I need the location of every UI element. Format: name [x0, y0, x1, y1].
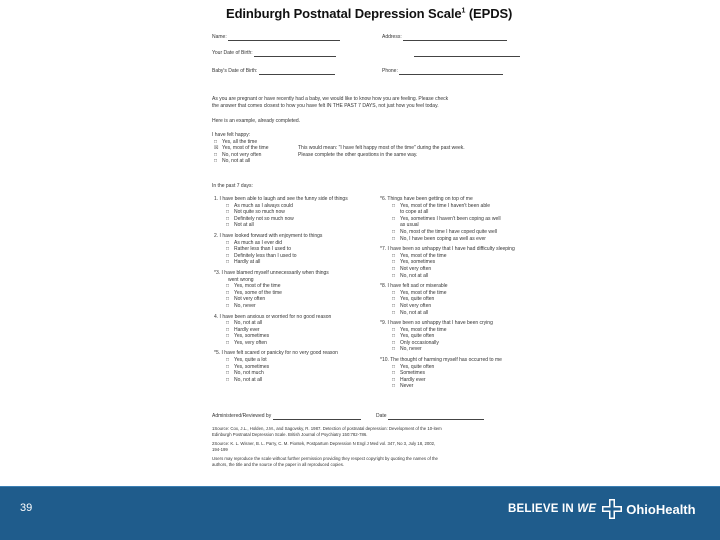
example-option: □ No, not at all — [212, 158, 269, 165]
answer-option: □ Hardly ever — [390, 377, 515, 384]
answer-option: □ Yes, sometimes I haven't been coping as well — [390, 216, 515, 223]
date-field — [376, 413, 484, 420]
brand-lockup — [508, 498, 696, 520]
epds-document — [200, 0, 536, 467]
title-superscript: 1 — [461, 7, 466, 15]
question-text: *6. Things have been getting on top of me — [380, 196, 473, 202]
phone-label: Phone: — [382, 68, 398, 74]
question-8 — [380, 283, 515, 316]
references — [212, 426, 442, 467]
question-text: *7. I have been so unhappy that I have had difficulty sleeping — [380, 246, 515, 253]
logo-text: OhioHealth — [626, 501, 696, 517]
question-9 — [380, 320, 515, 353]
reference-1a: 1Source: Cox, J.L., Holden, J.M., and Sagovsky, R. 1987. Detection of postnatal depression: Development of the 10-item — [212, 426, 442, 431]
reference-1b: Edinburgh Postnatal Depression Scale. British Journal of Psychiatry 150:782-786. — [212, 431, 368, 437]
example-question: I have felt happy: — [212, 132, 251, 138]
answer-option: □ No, not at all — [224, 377, 348, 384]
question-text: 4. I have been anxious or worried for no good reason — [214, 313, 332, 320]
question-2 — [214, 233, 348, 266]
question-1 — [214, 196, 348, 229]
intro-line-2: the answer that comes closest to how you have felt IN THE PAST 7 DAYS, not just how you feel today. — [212, 102, 439, 109]
question-text: *8. I have felt sad or miserable — [380, 283, 448, 290]
question-text: *5. I have felt scared or panicky for no very good reason — [214, 350, 338, 357]
question-text: 2. I have looked forward with enjoyment to things — [214, 232, 323, 239]
example-option: □ No, not very often — [212, 152, 269, 159]
answer-option: □ Rather less than I used to — [224, 246, 348, 253]
date-line — [388, 414, 484, 420]
question-10 — [380, 357, 515, 390]
answer-option: □ Yes, most of the time — [390, 327, 515, 334]
past-label: In the past 7 days: — [212, 183, 253, 189]
answer-option: □ Yes, most of the time — [390, 290, 515, 297]
footer-bar — [0, 486, 720, 540]
baby-dob-field — [212, 68, 335, 75]
example-block — [212, 132, 269, 165]
intro-line-1: As you are pregnant or have recently had a baby, we would like to know how you are feeling. Please check — [212, 96, 449, 102]
address-line — [403, 35, 507, 41]
question-5 — [214, 350, 348, 383]
administered-field — [212, 413, 361, 420]
answer-option: □ No, most of the time I have coped quite well — [390, 229, 515, 236]
answer-option: □ Yes, quite often — [390, 296, 515, 303]
answer-option: □ Not very often — [224, 296, 348, 303]
tagline-emphasis: WE — [577, 503, 597, 515]
question-text: *3. I have blamed myself unnecessarily when things — [214, 269, 329, 276]
answer-option: □ Not at all — [224, 222, 348, 229]
example-note — [298, 145, 465, 158]
answer-option: □ Only occasionally — [390, 340, 515, 347]
answer-option: □ Not very often — [390, 303, 515, 310]
answer-option: □ Never — [390, 383, 515, 390]
baby-dob-line — [259, 69, 335, 75]
title-suffix: (EPDS) — [465, 6, 513, 21]
answer-option: □ No, I have been coping as well as ever — [390, 236, 515, 243]
answer-option: □ No, not at all — [390, 310, 515, 317]
address-label: Address: — [382, 34, 402, 40]
reference-2a: 2Source: K. L. Wisner, B. L. Parry, C. M. Piontek, Postpartum Depression N Engl J Med vol. 347, No 3, July 18, 2002, — [212, 441, 436, 446]
tagline-prefix: BELIEVE IN — [508, 503, 578, 515]
name-label: Name: — [212, 34, 227, 40]
administered-label: Administered/Reviewed by — [212, 413, 272, 419]
phone-field — [382, 68, 503, 75]
answer-option: □ Hardly at all — [224, 259, 348, 266]
example-label: Here is an example, already completed. — [212, 118, 301, 124]
example-option: □ Yes, all the time — [212, 139, 269, 146]
answer-option-cont: as usual — [400, 222, 419, 229]
answer-option: □ As much as I always could — [224, 203, 348, 210]
answer-option: □ Definitely not so much now — [224, 216, 348, 223]
answer-option: □ No, not at all — [224, 320, 348, 327]
answer-option: □ Definitely less than I used to — [224, 253, 348, 260]
name-field — [212, 34, 340, 41]
date-label: Date — [376, 413, 387, 419]
title-text: Edinburgh Postnatal Depression Scale — [226, 6, 462, 21]
answer-option: □ Yes, sometimes — [224, 364, 348, 371]
tagline — [508, 503, 596, 515]
dob-line — [254, 51, 336, 57]
address-line-2 — [414, 50, 520, 57]
question-6 — [380, 196, 515, 242]
question-4 — [214, 314, 348, 347]
answer-option: □ Yes, quite often — [390, 364, 515, 371]
dob-field — [212, 50, 336, 57]
answer-option: □ Yes, sometimes — [224, 333, 348, 340]
answer-option: □ No, never — [390, 346, 515, 353]
answer-option: □ Yes, sometimes — [390, 259, 515, 266]
question-text-cont: went wrong — [228, 276, 254, 283]
ohiohealth-logo-icon — [601, 498, 623, 520]
footer-highlight — [0, 486, 720, 487]
answer-option: □ No, not much — [224, 370, 348, 377]
answer-option: □ No, never — [224, 303, 348, 310]
example-note-2: Please complete the other questions in the same way. — [298, 151, 418, 158]
answer-option: □ Yes, most of the time — [224, 283, 348, 290]
answer-option: □ Yes, quite a lot — [224, 357, 348, 364]
reference-2b: 194-199 — [212, 446, 228, 452]
answer-option: □ As much as I ever did — [224, 240, 348, 247]
question-text: 1. I have been able to laugh and see the funny side of things — [214, 196, 348, 202]
name-line — [228, 35, 340, 41]
answer-option: □ Yes, very often — [224, 340, 348, 347]
administered-line — [273, 414, 361, 420]
document-title — [226, 6, 512, 21]
question-text: *9. I have been so unhappy that I have been crying — [380, 320, 493, 327]
answer-option: □ Yes, some of the time — [224, 290, 348, 297]
question-7 — [380, 246, 515, 279]
example-option-checked: ☒ Yes, most of the time — [212, 145, 269, 152]
answer-option: □ Not very often — [390, 266, 515, 273]
answer-option: □ Hardly ever — [224, 327, 348, 334]
right-questions — [380, 196, 515, 390]
dob-label: Your Date of Birth: — [212, 50, 253, 56]
answer-option: □ Yes, quite often — [390, 333, 515, 340]
answer-option: □ Sometimes — [390, 370, 515, 377]
reference-3a: Users may reproduce the scale without further permission providing they respect copyright by quoting the names of the — [212, 456, 438, 461]
answer-option-cont: to cope at all — [400, 209, 429, 216]
question-text: *10. The thought of harming myself has occurred to me — [380, 357, 502, 364]
answer-option: □ Not quite so much now — [224, 209, 348, 216]
question-3 — [214, 270, 348, 310]
intro-text — [212, 96, 448, 109]
answer-option: □ No, not at all — [390, 273, 515, 280]
page-number: 39 — [20, 502, 33, 514]
phone-line — [399, 69, 503, 75]
answer-option: □ Yes, most of the time I haven't been able — [390, 203, 515, 210]
reference-3b: authors, the title and the source of the paper in all reproduced copies. — [212, 461, 345, 467]
left-questions — [214, 196, 348, 383]
answer-option: □ Yes, most of the time — [390, 253, 515, 260]
address-field — [382, 34, 507, 41]
baby-dob-label: Baby's Date of Birth: — [212, 68, 258, 74]
example-note-1: This would mean: "I have felt happy most of the time" during the past week. — [298, 145, 465, 151]
